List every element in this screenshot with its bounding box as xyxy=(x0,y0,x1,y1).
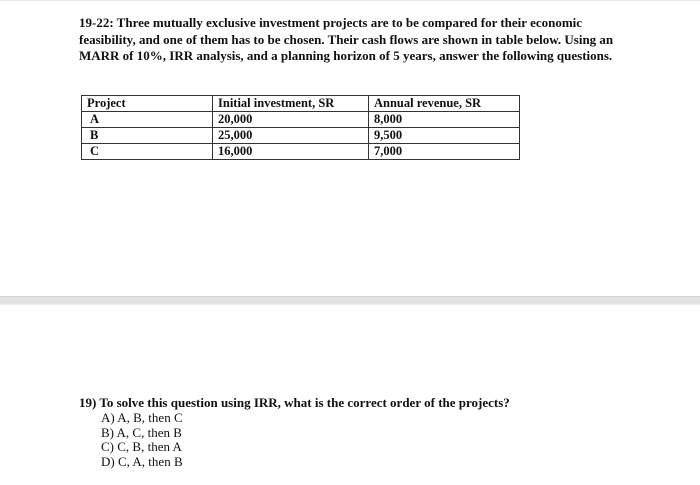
cell-project: C xyxy=(82,144,213,160)
cell-annual-revenue: 9,500 xyxy=(369,128,520,144)
option-c: C) C, B, then A xyxy=(101,439,182,454)
table-row xyxy=(82,128,520,144)
cell-project: A xyxy=(82,112,213,128)
cash-flow-table xyxy=(81,95,520,160)
top-rule xyxy=(0,0,700,1)
cell-annual-revenue: 7,000 xyxy=(369,144,520,160)
cell-initial-investment: 20,000 xyxy=(213,112,369,128)
table-row xyxy=(82,112,520,128)
problem-statement: 19-22: Three mutually exclusive investment projects are to be compared for their economic feasibility, and one of them has to be chosen. Their cash flows are shown in table below. Using an MARR of 10%, IRR analysis, and a planning horizon of 5 years, answer the following questions. xyxy=(79,15,614,63)
cell-annual-revenue: 8,000 xyxy=(369,112,520,128)
option-d: D) C, A, then B xyxy=(101,453,183,469)
header-initial-investment: Initial investment, SR xyxy=(213,96,369,112)
answer-options xyxy=(101,411,183,469)
table-header-row xyxy=(82,96,520,112)
table-row xyxy=(82,144,520,160)
cell-initial-investment: 16,000 xyxy=(213,144,369,160)
question-text: 19) To solve this question using IRR, what is the correct order of the projects? xyxy=(79,395,510,410)
section-divider xyxy=(0,296,700,305)
header-project: Project xyxy=(82,96,213,112)
option-a: A) A, B, then C xyxy=(101,410,183,425)
cell-project: B xyxy=(82,128,213,144)
header-annual-revenue: Annual revenue, SR xyxy=(369,96,520,112)
option-b: B) A, C, then B xyxy=(101,424,182,440)
cell-initial-investment: 25,000 xyxy=(213,128,369,144)
